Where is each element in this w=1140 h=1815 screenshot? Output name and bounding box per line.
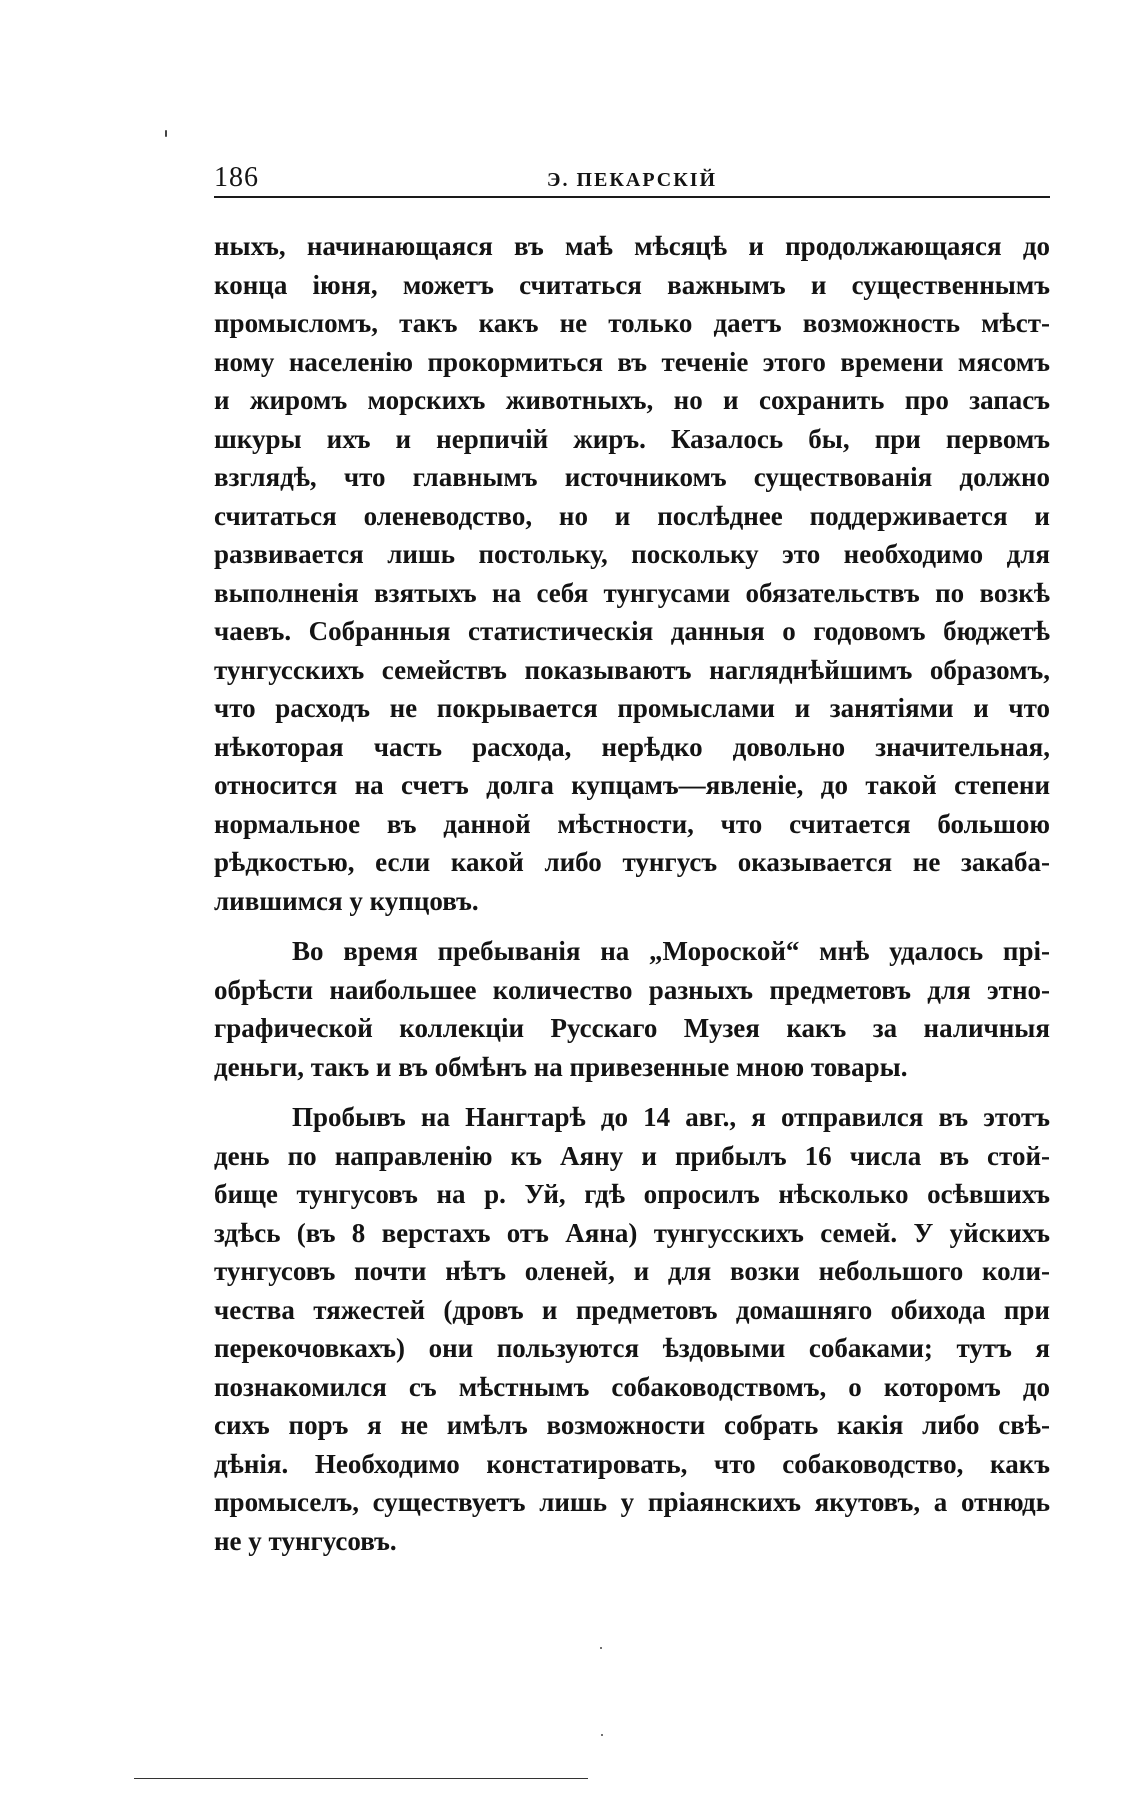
paragraph-gap: [214, 920, 1050, 932]
paragraph-2: [214, 932, 1050, 1086]
text-line: обрѣсти наибольшее количество разныхъ предметовъ для этно-: [214, 974, 1050, 1005]
text-line: промыселъ, существуетъ лишь у пріаянскихъ якутовъ, а отнюдь: [214, 1487, 1050, 1517]
text-line: лившимся у купцовъ.: [214, 885, 479, 916]
text-line: не у тунгусовъ.: [214, 1525, 397, 1556]
paragraph-3: [214, 1098, 1050, 1560]
text-line: графической коллекціи Русскаго Музея какъ за наличныя: [214, 1013, 1050, 1043]
text-line: дѣнія. Необходимо констатировать, что собаководство, какъ: [214, 1448, 1050, 1479]
text-line: познакомился съ мѣстнымъ собаководствомъ, о которомъ до: [214, 1371, 1050, 1402]
text-line: чества тяжестей (дровъ и предметовъ домашняго обихода при: [214, 1294, 1050, 1325]
text-line: тунгусскихъ семействъ показываютъ нагляднѣйшимъ образомъ,: [214, 654, 1050, 685]
text-line: выполненія взятыхъ на себя тунгусами обязательствъ по возкѣ: [214, 577, 1050, 608]
text-line: рѣдкостью, если какой либо тунгусъ оказывается не закаба-: [214, 847, 1050, 877]
text-line: ныхъ, начинающаяся въ маѣ мѣсяцѣ и продолжающаяся до: [214, 231, 1050, 261]
text-line: считаться оленеводство, но и послѣднее поддерживается и: [214, 500, 1050, 531]
footer-rule: [134, 1778, 588, 1779]
text-line: развивается лишь постольку, поскольку это необходимо для: [214, 539, 1050, 569]
page-header: [214, 152, 1050, 198]
body-text: [214, 227, 1050, 1560]
text-line: ному населенію прокормиться въ теченіе этого времени мясомъ: [214, 346, 1050, 377]
text-line: здѣсь (въ 8 верстахъ отъ Аяна) тунгусскихъ семей. У уйскихъ: [214, 1217, 1050, 1248]
text-line: нормальное въ данной мѣстности, что считается большою: [214, 808, 1050, 839]
paragraph-1: [214, 227, 1050, 920]
scan-speck: [601, 1734, 603, 1736]
page-number: 186: [214, 162, 259, 193]
text-line: деньги, такъ и въ обмѣнъ на привезенные мною товары.: [214, 1051, 908, 1082]
text-line: взглядѣ, что главнымъ источникомъ существованія должно: [214, 462, 1050, 492]
text-line: бище тунгусовъ на р. Уй, гдѣ опросилъ нѣсколько осѣвшихъ: [214, 1179, 1050, 1209]
paragraph-gap: [214, 1086, 1050, 1098]
text-line: Пробывъ на Нангтарѣ до 14 авг., я отправился въ этотъ: [292, 1102, 1050, 1132]
text-line: относится на счетъ долга купцамъ—явленіе, до такой степени: [214, 770, 1050, 800]
text-line: шкуры ихъ и нерпичій жиръ. Казалось бы, при первомъ: [214, 423, 1050, 454]
text-line: перекочовкахъ) они пользуются ѣздовыми собаками; тутъ я: [214, 1333, 1050, 1363]
text-line: и жиромъ морскихъ животныхъ, но и сохранить про запасъ: [214, 385, 1050, 415]
text-line: промысломъ, такъ какъ не только даетъ возможность мѣст-: [214, 308, 1050, 338]
text-line: чаевъ. Собранныя статистическія данныя о годовомъ бюджетѣ: [214, 616, 1050, 646]
scan-speck: [165, 130, 167, 137]
text-line: день по направленію къ Аяну и прибылъ 16 числа въ стой-: [214, 1140, 1050, 1171]
text-line: что расходъ не покрывается промыслами и занятіями и что: [214, 693, 1050, 723]
scan-speck: [600, 1647, 602, 1649]
text-line: нѣкоторая часть расхода, нерѣдко довольно значительная,: [214, 731, 1050, 762]
text-line: сихъ поръ я не имѣлъ возможности собрать какія либо свѣ-: [214, 1410, 1050, 1440]
text-line: конца іюня, можетъ считаться важнымъ и существеннымъ: [214, 269, 1050, 300]
running-title: Э. ПЕКАРСКІЙ: [546, 169, 718, 191]
text-line: Во время пребыванія на „Мороской“ мнѣ удалось прі-: [292, 936, 1050, 966]
text-line: тунгусовъ почти нѣтъ оленей, и для возки небольшого коли-: [214, 1256, 1050, 1286]
